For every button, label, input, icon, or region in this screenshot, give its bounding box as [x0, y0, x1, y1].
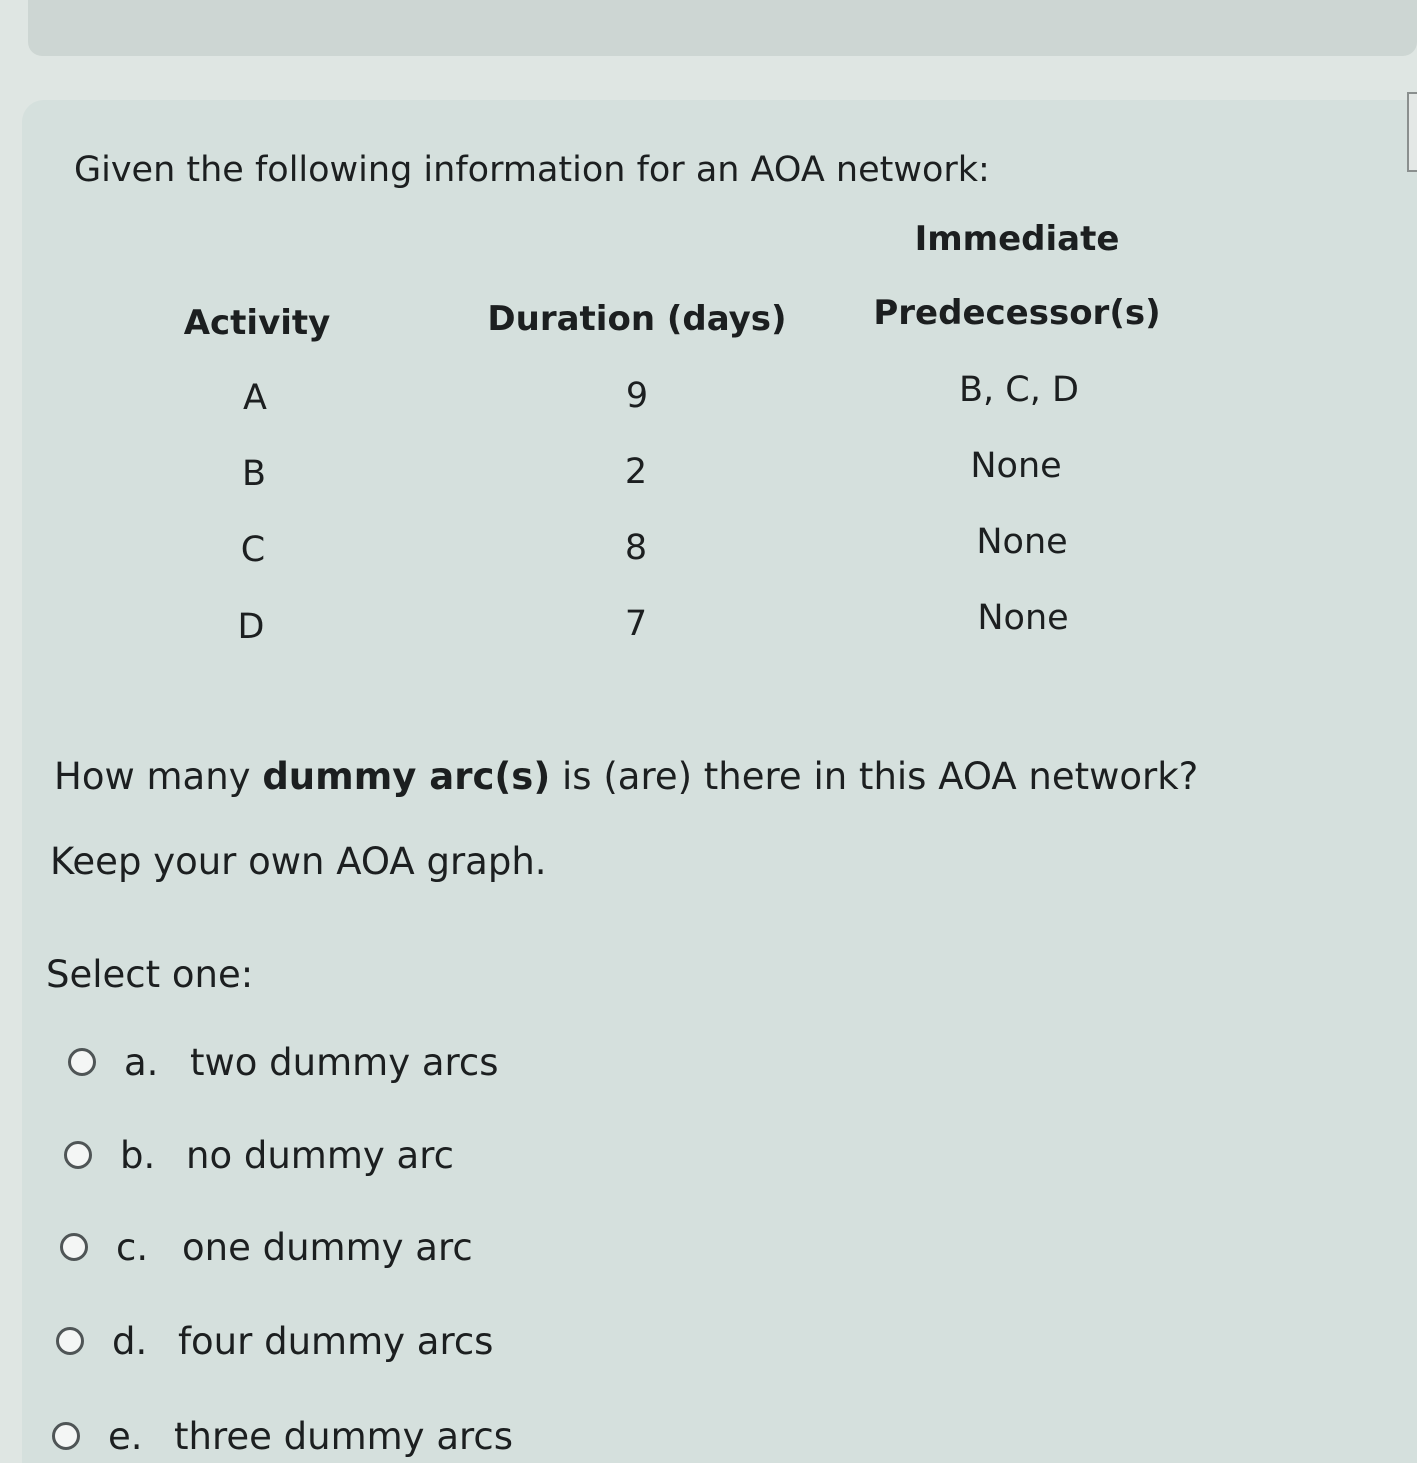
header-predecessor-line1: Immediate — [914, 219, 1120, 259]
scrollbar-edge — [1407, 92, 1417, 172]
option-b[interactable] — [64, 1130, 454, 1180]
option-label: two dummy arcs — [190, 1040, 499, 1084]
option-letter: a. — [124, 1040, 159, 1084]
header-predecessor-line2: Predecessor(s) — [873, 293, 1161, 333]
option-letter: d. — [112, 1319, 148, 1363]
question-intro: Given the following information for an AOA network: — [74, 150, 990, 190]
option-c[interactable] — [60, 1222, 473, 1272]
radio-button[interactable] — [64, 1141, 92, 1169]
select-one-label: Select one: — [46, 953, 254, 996]
cell-duration: 9 — [625, 376, 649, 416]
radio-button[interactable] — [68, 1048, 96, 1076]
cell-duration: 7 — [624, 604, 648, 644]
option-label: three dummy arcs — [174, 1414, 514, 1458]
option-d[interactable] — [56, 1316, 493, 1366]
question-text — [54, 755, 1198, 798]
radio-button[interactable] — [56, 1327, 84, 1355]
header-duration: Duration (days) — [487, 299, 787, 339]
cell-predecessors: B, C, D — [959, 370, 1079, 410]
option-letter: c. — [116, 1225, 149, 1269]
cell-activity: B — [241, 454, 267, 494]
cell-duration: 8 — [624, 528, 648, 568]
cell-activity: A — [243, 378, 267, 418]
question-suffix: is (are) there in this AOA network? — [550, 755, 1199, 798]
cell-predecessors: None — [976, 522, 1068, 562]
option-e[interactable] — [52, 1411, 513, 1461]
question-note: Keep your own AOA graph. — [50, 840, 547, 883]
cell-activity: D — [237, 607, 265, 647]
question-emphasis: dummy arc(s) — [262, 755, 551, 798]
header-activity: Activity — [183, 303, 331, 343]
cell-predecessors: None — [977, 598, 1069, 638]
cell-predecessors: None — [970, 446, 1062, 486]
radio-button[interactable] — [60, 1233, 88, 1261]
option-label: one dummy arc — [182, 1225, 473, 1269]
previous-card-edge — [28, 0, 1417, 56]
option-a[interactable] — [68, 1037, 499, 1087]
option-label: four dummy arcs — [178, 1319, 494, 1363]
radio-button[interactable] — [52, 1422, 80, 1450]
question-prefix: How many — [54, 755, 263, 798]
cell-activity: C — [240, 530, 266, 570]
option-letter: b. — [120, 1133, 156, 1177]
option-label: no dummy arc — [186, 1133, 454, 1177]
cell-duration: 2 — [624, 452, 648, 492]
option-letter: e. — [108, 1414, 143, 1458]
